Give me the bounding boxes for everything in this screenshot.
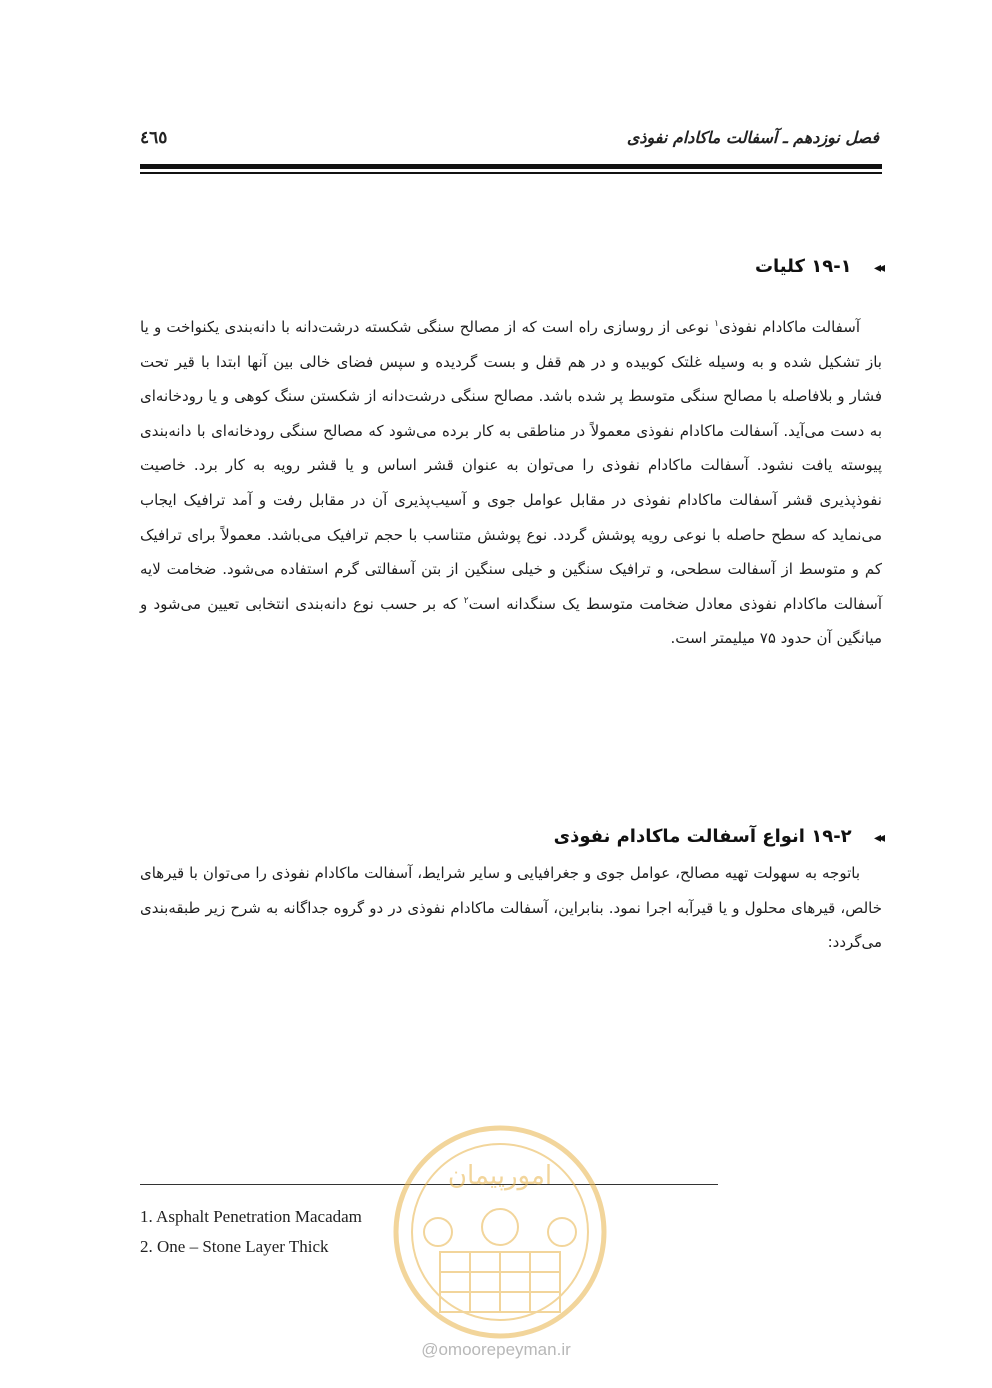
para-text: باتوجه به سهولت تهیه مصالح، عوامل جوی و جغرافیایی و سایر شرایط، آسفالت ماکادام نفوذی را می‌توان با قیرهای خالص، قیرهای محلول و یا قیرآبه اجرا نمود. بنابراین، آسفالت ماکادام نفوذی در دو گروه جداگانه به شرح زیر طبقه‌بندی می‌گردد: [140,864,882,952]
section-heading-1 [142,256,882,277]
section-heading-2 [142,826,882,847]
section-heading-text: ۱۹-۲ انواع آسفالت ماکادام نفوذی [553,826,852,847]
footnote-ref: ۱ [714,319,719,329]
para-text-body: نوعی از روسازی راه است که از مصالح سنگی شکسته درشت‌دانه با دانه‌بندی یکنواخت و یا باز تشکیل شده و به وسیله غلتک کوبیده و در هم قفل و بست گردیده و سپس فضای خالی بین آنها ابتدا با قیر تحت فشار و بلافاصله با مصالح سنگی متوسط پر شده باشد. مصالح سنگی درشت‌دانه از شکستن سنگ کوهی و یا رودخانه‌ای به دست می‌آید. آسفالت ماکادام نفوذی معمولاً در مناطقی به کار برده می‌شود که مصالح سنگی رودخانه‌ای با دانه‌بندی پیوسته یافت نشود. آسفالت ماکادام نفوذی را می‌توان به عنوان قشر اساس و یا قشر رویه به کار برد. خاصیت نفوذپذیری قشر آسفالت ماکادام نفوذی در مقابل عوامل جوی و آسیب‌پذیری آن در مقابل رفت و آمد ترافیک ایجاب می‌نماید که سطح حاصله با نوعی رویه پوشش گردد. نوع پوشش متناسب با حجم ترافیک می‌باشد. معمولاً برای ترافیک کم و متوسط از آسفالت سطحی، و ترافیک سنگین و خیلی سنگین از بتن آسفالتی گرم استفاده می‌شود. ضخامت لایه آسفالت ماکادام نفوذی معادل ضخامت متوسط یک سنگدانه است [140,318,882,613]
footnote-ref: ۲ [463,595,469,606]
para-text-start: آسفالت ماکادام نفوذی [718,318,860,336]
footnote-2: 2. One – Stone Layer Thick [140,1237,329,1256]
footnote-1: 1. Asphalt Penetration Macadam [140,1207,362,1226]
section-marker-icon: ◂◂ [873,830,882,846]
section-1-paragraph [140,310,882,656]
section-2-paragraph [140,856,882,960]
para-text-end: که بر حسب نوع دانه‌بندی انتخابی تعیین می‌شود و میانگین آن حدود ۷۵ میلیمتر است. [140,594,882,648]
watermark-site: @omoorepeyman.ir [421,1340,571,1359]
section-marker-icon: ◂◂ [873,260,882,276]
watermark-logo-icon [388,1122,612,1342]
header-rule-thick [140,164,882,169]
chapter-title: فصل نوزدهم ـ آسفالت ماکادام نفوذی [626,128,879,147]
watermark-logo-text: امورپیمان [447,1161,553,1191]
footnotes [140,1202,362,1262]
section-heading-text: ۱۹-۱ کلیات [754,256,852,277]
header-rule-thin [140,172,882,174]
page-number: ٤٦٥ [140,128,168,148]
